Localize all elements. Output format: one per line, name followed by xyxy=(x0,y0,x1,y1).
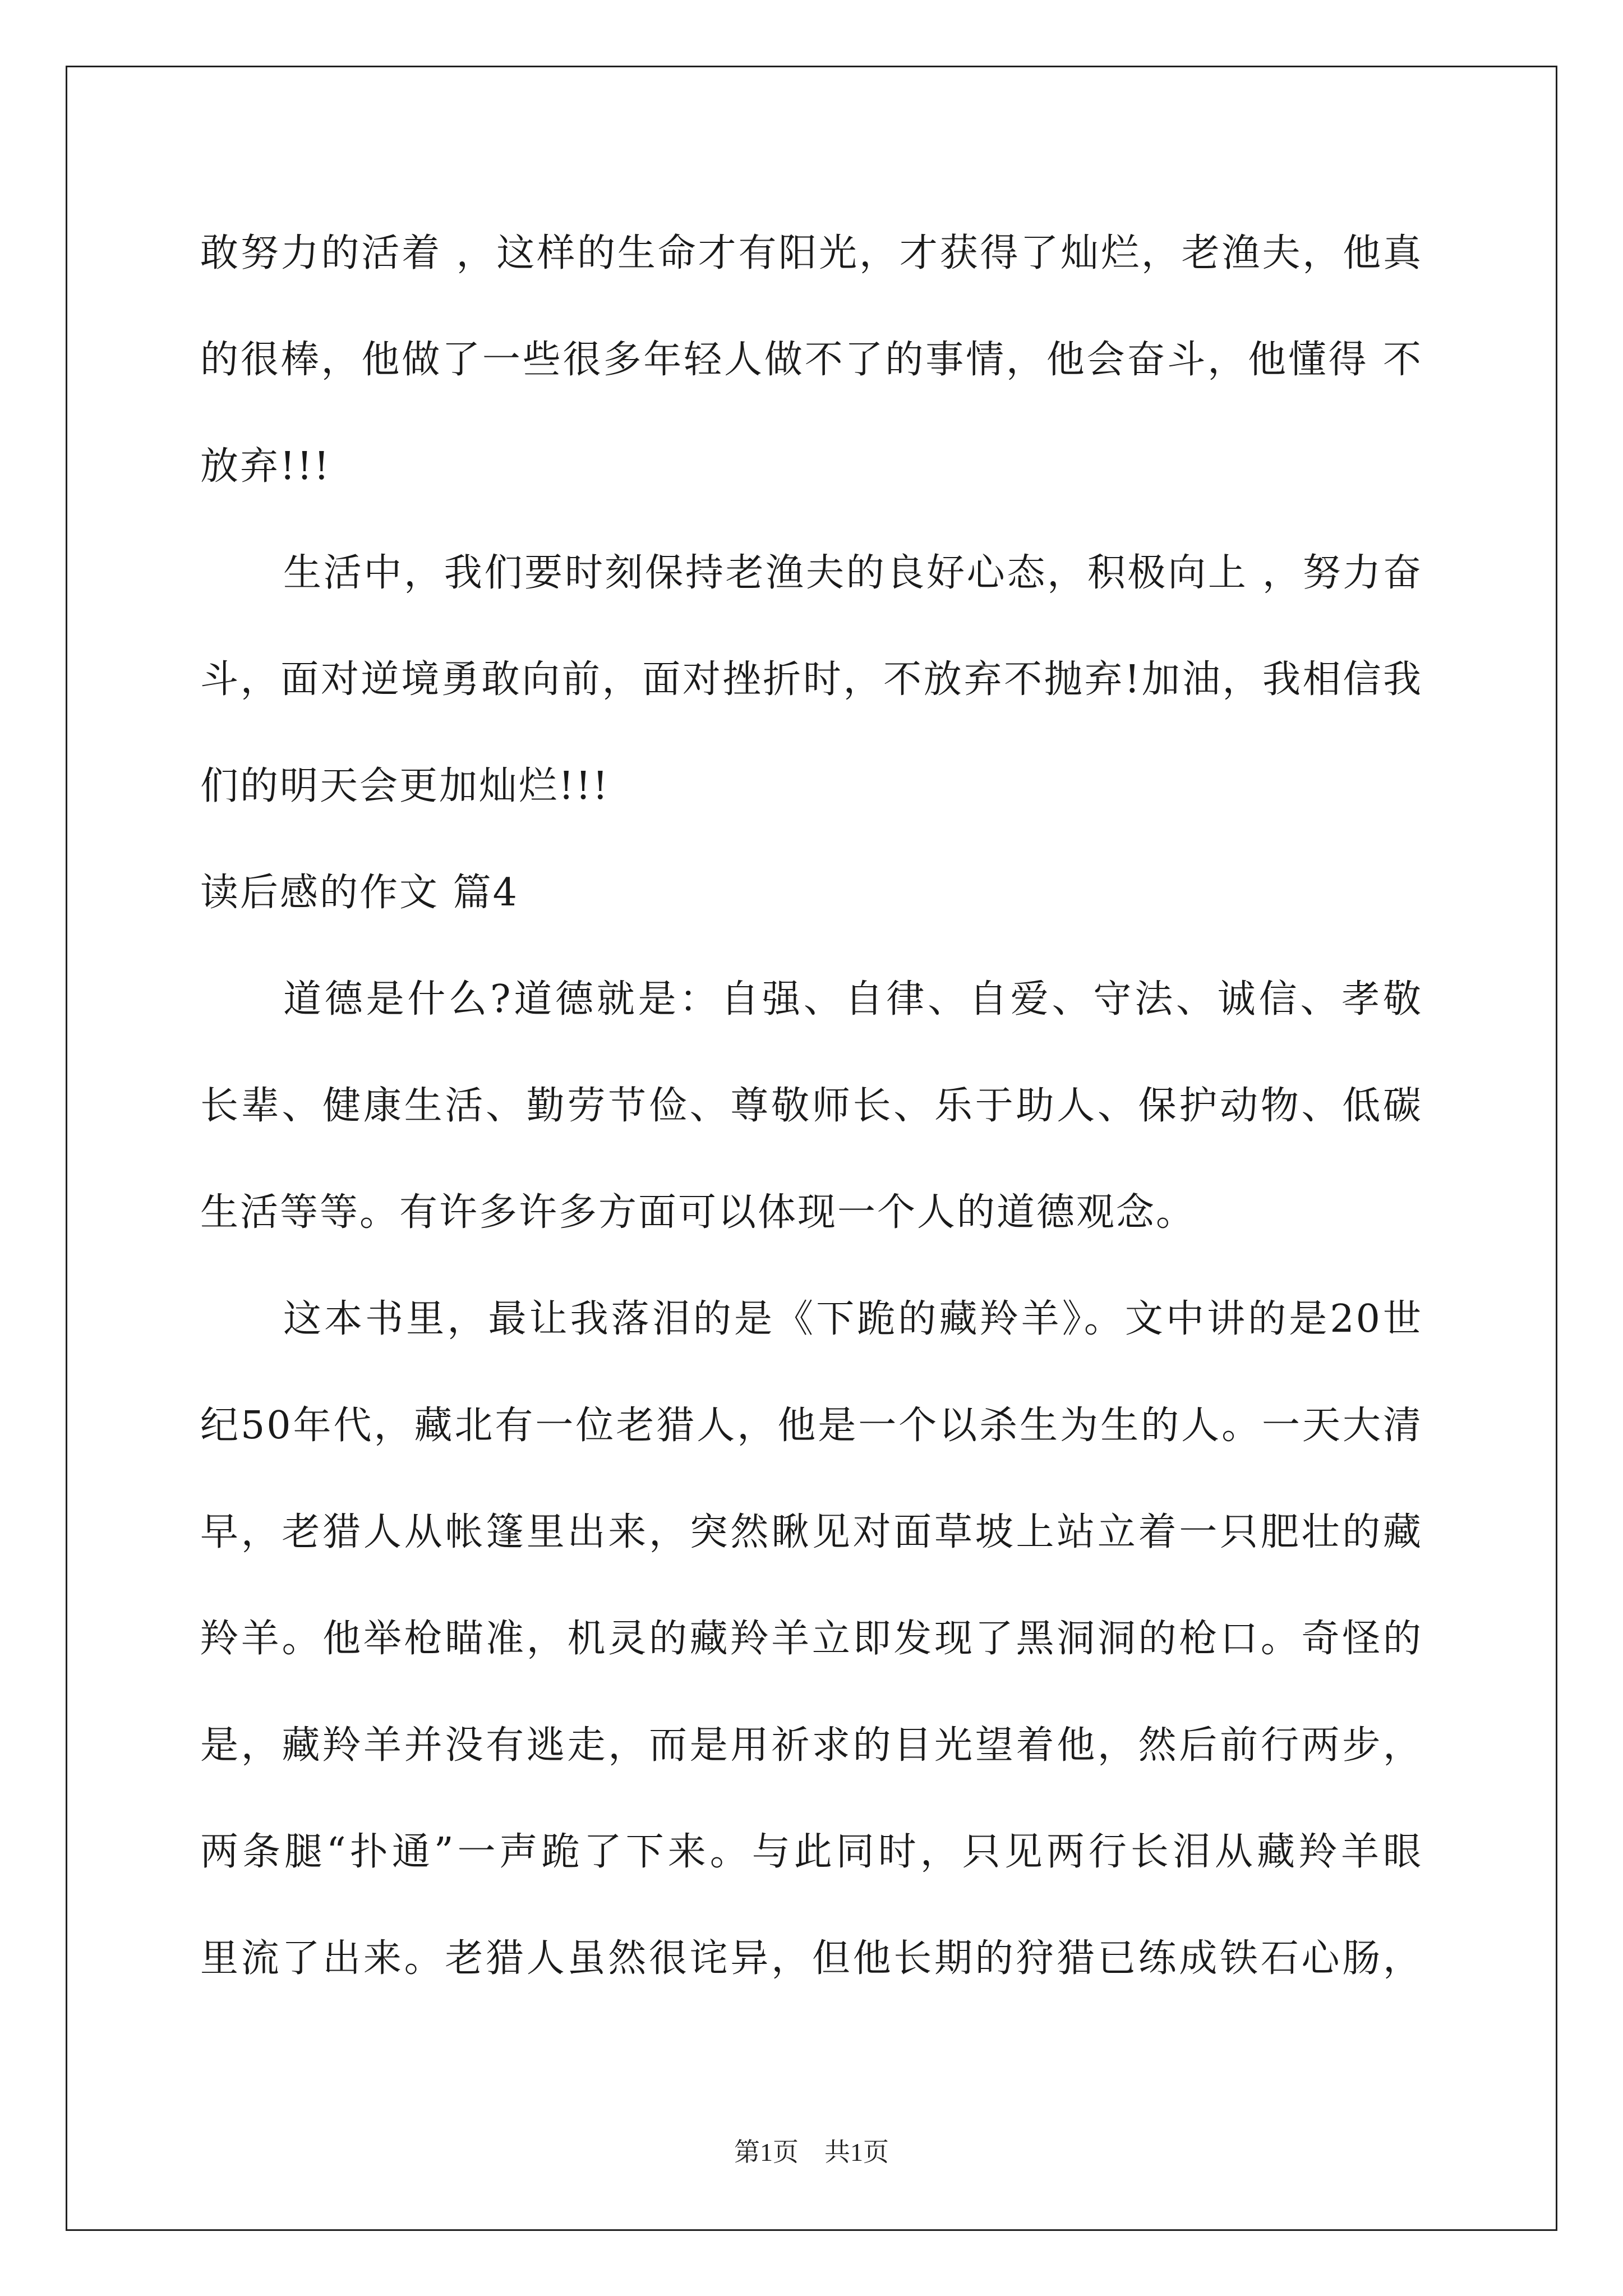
paragraph-line: 们的明天会更加灿烂!!! xyxy=(200,764,610,808)
paragraph-line: 的很棒，他做了一些很多年轻人做不了的事情，他会奋斗，他懂得 不 xyxy=(200,338,1423,382)
paragraph-line: 道德是什么?道德就是：自强、自律、自爱、守法、诚信、孝敬 xyxy=(283,977,1423,1022)
paragraph-line: 两条腿“扑通”一声跪了下来。与此同时，只见两行长泪从藏羚羊眼 xyxy=(200,1830,1423,1874)
paragraph-line: 这本书里，最让我落泪的是《下跪的藏羚羊》。文中讲的是20世 xyxy=(283,1297,1423,1341)
paragraph-line: 早，老猎人从帐篷里出来，突然瞅见对面草坡上站立着一只肥壮的藏 xyxy=(200,1510,1423,1554)
paragraph-line: 长辈、健康生活、勤劳节俭、尊敬师长、乐于助人、保护动物、低碳 xyxy=(200,1084,1423,1128)
page-number-footer: 第1页 共1页 xyxy=(734,2138,889,2166)
paragraph-line: 纪50年代，藏北有一位老猎人，他是一个以杀生为生的人。一天大清 xyxy=(200,1404,1423,1448)
section-heading: 读后感的作文 篇4 xyxy=(200,871,519,915)
paragraph-line: 是，藏羚羊并没有逃走，而是用祈求的目光望着他，然后前行两步， xyxy=(200,1723,1423,1768)
paragraph-line: 斗，面对逆境勇敢向前，面对挫折时，不放弃不抛弃!加油，我相信我 xyxy=(200,657,1423,702)
paragraph-line: 生活中，我们要时刻保持老渔夫的良好心态，积极向上 ，努力奋 xyxy=(283,551,1423,595)
paragraph-line: 放弃!!! xyxy=(200,444,331,489)
paragraph-line: 敢努力的活着 ，这样的生命才有阳光，才获得了灿烂，老渔夫，他真 xyxy=(200,231,1423,275)
paragraph-line: 羚羊。他举枪瞄准，机灵的藏羚羊立即发现了黑洞洞的枪口。奇怪的 xyxy=(200,1617,1423,1661)
document-body xyxy=(200,220,1423,2032)
paragraph-line: 里流了出来。老猎人虽然很诧异，但他长期的狩猎已练成铁石心肠， xyxy=(200,1936,1423,1981)
paragraph-line: 生活等等。有许多许多方面可以体现一个人的道德观念。 xyxy=(200,1190,1196,1235)
